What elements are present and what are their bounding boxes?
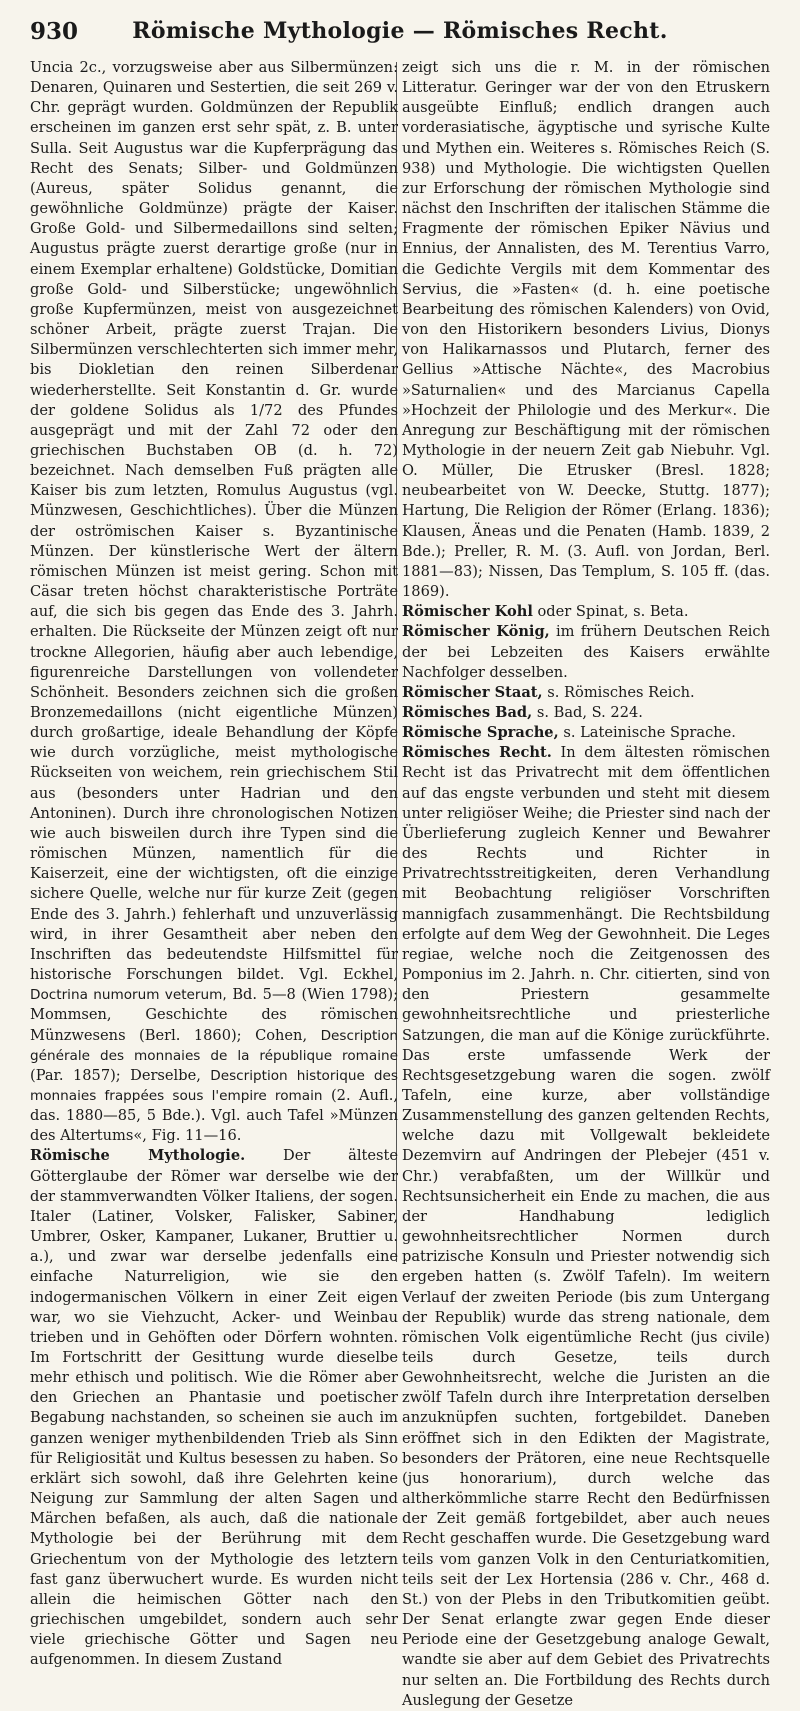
entry-heading-mythologie: Römische Mythologie.: [30, 1147, 246, 1165]
citation-cohen-2: Description historique des monnaies frappées sous l'empire romain: [30, 1067, 399, 1104]
entry-heading-staat: Römischer Staat,: [402, 683, 543, 701]
coins-paragraph: [30, 58, 398, 1146]
coins-text-3: (Par. 1857); Derselbe,: [30, 1066, 201, 1084]
entry-sprache: [402, 723, 770, 743]
entry-heading-bad: Römisches Bad,: [402, 704, 533, 721]
entry-body-bad: s. Bad, S. 224.: [536, 704, 643, 721]
entry-heading-koenig: Römischer König,: [402, 623, 550, 641]
entry-body-mythologie: Der älteste Götterglaube der Römer war derselbe wie der der stammverwandten Völker Italiens, der sogen. Italer (Latiner, Volsker, Falisker, Sabiner, Umbrer, Osker, Kampaner, Lukaner, Bruttier u. a.), und zwar war derselbe jedenfalls eine einfache Naturreligion, wie sie den indogermanischen Völkern in einer Zeit eigen war, wo sie Viehzucht, Acker- und Weinbau trieben und in Gehöften oder Dörfern wohnten. Im Fortschritt der Gesittung wurde dieselbe mehr ethisch und politisch. Wie die Römer aber den Griechen an Phantasie und poetischer Begabung nachstanden, so scheinen sie auch im ganzen weniger mythenbildenden Trieb als Sinn für Religiosität und Kultus besessen zu haben. So erklärt sich sowohl, daß ihre Gelehrten keine Neigung zur Sammlung der alten Sagen und Märchen befaßen, als auch, daß die nationale Mythologie bei der Berührung mit dem Griechentum von der Mythologie des letztern fast ganz überwuchert wurde. Es wurden nicht allein die heimischen Götter nach den griechischen umgebildet, sondern auch sehr viele griechische Götter und Sagen neu aufgenommen. In diesem Zustand: [30, 1147, 399, 1669]
entry-body-sprache: s. Lateinische Sprache.: [563, 724, 736, 742]
entry-body-kohl: oder Spinat, s. Beta.: [537, 603, 689, 621]
citation-cohen-1: Description générale des monnaies de la république romaine: [30, 1027, 399, 1064]
entry-heading-sprache: Römische Sprache,: [402, 724, 559, 742]
citation-eckhel: Doctrina numorum veterum,: [30, 987, 227, 1004]
entry-staat: [402, 683, 770, 703]
entry-heading-recht: Römisches Recht.: [402, 744, 552, 762]
entry-recht: [402, 743, 770, 1711]
coins-text-4: (2. Aufl., das. 1880—85, 5 Bde.). Vgl. auch Tafel »Münzen des Altertums«, Fig. 11—16.: [30, 1086, 399, 1145]
entry-body-recht: In dem ältesten römischen Recht ist das Privatrecht mit dem öffentlichen auf das engste verbunden und steht mit diesem unter religiöser Weihe; die Priester sind nach der Überlieferung zugleich Kenner und Bewahrer des Rechts und Richter in Privatrechtsstreitigkeiten, deren Verhandlung mit Beobachtung religiöser Vorschriften mannigfach zusammenhängt. Die Rechtsbildung erfolgte auf dem Weg der Gewohnheit. Die Leges regiae, welche noch die Zeitgenossen des Pomponius im 2. Jahrh. n. Chr. citierten, sind von den Priestern gesammelte gewohnheitsrechtliche und priesterliche Satzungen, die man auf die Könige zurückführte. Das erste umfassende Werk der Rechtsgesetzgebung waren die sogen. zwölf Tafeln, eine kurze, aber vollständige Zusammenstellung des ganzen geltenden Rechts, welche dazu mit Vollgewalt bekleidete Dezemvirn auf Andringen der Plebejer (451 v. Chr.) verabfaßten, um der Willkür und Rechtsunsicherheit ein Ende zu machen, die aus der Handhabung lediglich gewohnheitsrechtlicher Normen durch patrizische Konsuln und Priester notwendig sich ergeben hatten (s. Zwölf Tafeln). Im weitern Verlauf der zweiten Periode (bis zum Untergang der Republik) wurde das streng nationale, dem römischen Volk eigentümliche Recht (jus civile) teils durch Gesetze, teils durch Gewohnheitsrecht, welche die Juristen an die zwölf Tafeln durch ihre Interpretation derselben anzuknüpfen suchten, fortgebildet. Daneben eröffnet sich in den Edikten der Magistrate, besonders der Prätoren, eine neue Rechtsquelle (jus honorarium), durch welche das altherkömmliche starre Recht den Bedürfnissen der Zeit gemäß fortgebildet, aber auch neues Recht geschaffen wurde. Die Gesetzgebung ward teils vom ganzen Volk in den Centuriatkomitien, teils seit der Lex Hortensia (286 v. Chr., 468 d. St.) von der Plebs in den Tributkomitien geübt. Der Senat erlangte zwar gegen Ende dieser Periode eine der Gesetzgebung analoge Gewalt, wandte sie aber auf dem Gebiet des Privatrechts nur selten an. Die Fortbildung des Rechts durch Auslegung der Gesetze: [402, 744, 771, 1709]
coins-text: Uncia 2c., vorzugsweise aber aus Silbermünzen: Denaren, Quinaren und Sestertien, die seit 269 v. Chr. geprägt wurden. Goldmünzen der Republik erscheinen im ganzen erst sehr spät, z. B. unter Sulla. Seit Augustus war die Kupferprägung das Recht des Senats; Silber- und Goldmünzen (Aureus, später Solidus genannt, die gewöhnliche Goldmünze) prägte der Kaiser. Große Gold- und Silbermedaillons sind selten; Augustus prägte zuerst derartige große (nur in einem Exemplar erhaltene) Goldstücke, Domitian große Gold- und Silberstücke; ungewöhnlich große Kupfermünzen, meist von ausgezeichnet schöner Arbeit, prägte zuerst Trajan. Die Silbermünzen verschlechterten sich immer mehr, bis Diokletian den reinen Silberdenar wiederherstellte. Seit Konstantin d. Gr. wurde der goldene Solidus als 1/72 des Pfundes ausgeprägt und mit der Zahl 72 oder den griechischen Buchstaben OB (d. h. 72) bezeichnet. Nach demselben Fuß prägten alle Kaiser bis zum letzten, Romulus Augustus (vgl. Münzwesen, Geschichtliches). Über die Münzen der oströmischen Kaiser s. Byzantinische Münzen. Der künstlerische Wert der ältern römischen Münzen ist meist gering. Schon mit Cäsar treten höchst charakteristische Porträte auf, die sich bis gegen das Ende des 3. Jahrh. erhalten. Die Rückseite der Münzen zeigt oft nur trockne Allegorien, häufig aber auch lebendige, figurenreiche Darstellungen von vollendeter Schönheit. Besonders zeichnen sich die großen Bronzemedaillons (nicht eigentliche Münzen) durch großartige, ideale Behandlung der Köpfe wie durch vorzügliche, meist mythologische Rückseiten von weichem, rein griechischem Stil aus (besonders unter Hadrian und den Antoninen). Durch ihre chronologischen Notizen wie auch bisweilen durch ihre Typen sind die römischen Münzen, namentlich für die Kaiserzeit, eine der wichtigsten, oft die einzige sichere Quelle, welche nur für kurze Zeit (gegen Ende des 3. Jahrh.) fehlerhaft und unzuverlässig wird, in ihrer Gesamtheit aber neben den Inschriften das bedeutendste Hilfsmittel für historische Forschungen bildet. Vgl. Eckhel,: [30, 59, 398, 984]
entry-kohl: [402, 602, 770, 622]
entry-koenig: [402, 622, 770, 682]
running-title: Römische Mythologie — Römisches Recht.: [132, 18, 668, 44]
left-column: [30, 58, 398, 1671]
entry-heading-kohl: Römischer Kohl: [402, 603, 533, 621]
entry-body-staat: s. Römisches Reich.: [547, 683, 695, 701]
entry-bad: [402, 703, 770, 723]
entry-mythologie: [30, 1146, 398, 1670]
page-number: 930: [30, 18, 79, 45]
entry-body-koenig: im frühern Deutschen Reich der bei Lebzeiten des Kaisers erwählte Nachfolger desselben.: [402, 623, 770, 681]
page-header: [30, 14, 770, 50]
coins-text-2: Bd. 5—8 (Wien 1798); Mommsen, Geschichte des römischen Münzwesens (Berl. 1860); Cohen,: [30, 986, 398, 1044]
mythology-continuation: zeigt sich uns die r. M. in der römischen Litteratur. Geringer war der von den Etruskern ausgeübte Einfluß; endlich drangen auch vorderasiatische, ägyptische und syrische Kulte und Mythen ein. Weiteres s. Römisches Reich (S. 938) und Mythologie. Die wichtigsten Quellen zur Erforschung der römischen Mythologie sind nächst den Inschriften der italischen Stämme die Fragmente der römischen Epiker Nävius und Ennius, der Annalisten, des M. Terentius Varro, die Gedichte Vergils mit dem Kommentar des Servius, die »Fasten« (d. h. eine poetische Bearbeitung des römischen Kalenders) von Ovid, von den Historikern besonders Livius, Dionys von Halikarnassos und Plutarch, ferner des Gellius »Attische Nächte«, des Macrobius »Saturnalien« und des Marcianus Capella »Hochzeit der Philologie und des Merkur«. Die Anregung zur Beschäftigung mit der römischen Mythologie in der neuern Zeit gab Niebuhr. Vgl. O. Müller, Die Etrusker (Bresl. 1828; neubearbeitet von W. Deecke, Stuttg. 1877); Hartung, Die Religion der Römer (Erlang. 1836); Klausen, Äneas und die Penaten (Hamb. 1839, 2 Bde.); Preller, R. M. (3. Aufl. von Jordan, Berl. 1881—83); Nissen, Das Templum, S. 105 ff. (das. 1869).: [402, 59, 770, 601]
right-column: [402, 58, 770, 1711]
